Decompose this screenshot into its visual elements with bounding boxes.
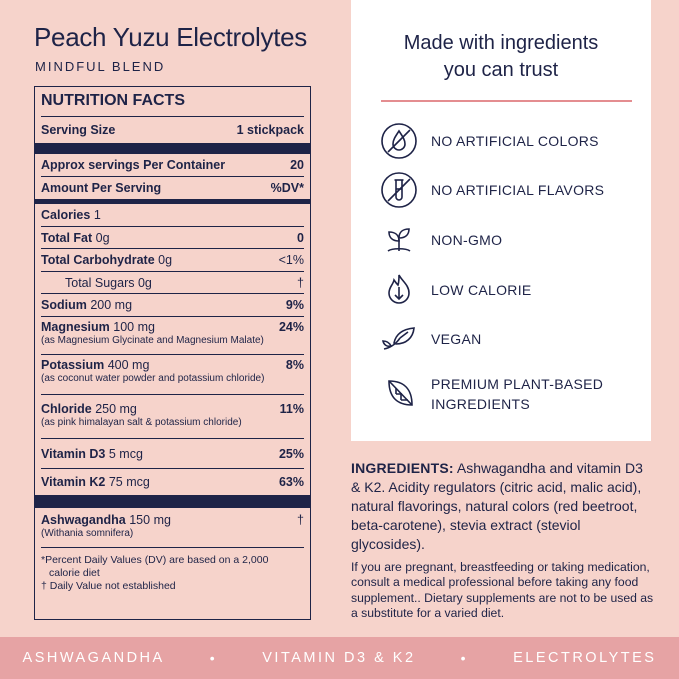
nutrition-facts-title: NUTRITION FACTS	[41, 87, 304, 117]
claim-plant-based	[379, 374, 639, 414]
trust-heading: Made with ingredients you can trust	[403, 32, 599, 81]
claim-low-calorie	[379, 270, 639, 310]
claim-non-gmo	[379, 220, 639, 260]
nutrient-row-potassium: Potassium 400 mg (as coconut water powder and potassium chloride) 8%	[41, 355, 304, 395]
nutrient-row-sodium: Sodium 200 mg 9%	[41, 294, 304, 317]
flame-down-icon	[379, 270, 419, 310]
claim-label: NO ARTIFICIAL FLAVORS	[431, 182, 605, 198]
product-subtitle: MINDFUL BLEND	[35, 59, 166, 74]
footnote-dagger: † Daily Value not established	[41, 580, 176, 592]
band-item-ashwagandha: ASHWAGANDHA	[22, 650, 165, 666]
nutrient-row-total-sugars: Total Sugars 0g †	[41, 272, 304, 294]
no-drop-icon	[379, 121, 419, 161]
amount-row	[41, 177, 304, 199]
bottom-band	[0, 637, 679, 679]
sprout-icon	[379, 220, 419, 260]
claim-label: VEGAN	[431, 331, 482, 347]
footnote-dv: *Percent Daily Values (DV) are based on a 2,000	[41, 554, 269, 566]
nutrient-row-chloride: Chloride 250 mg (as pink himalayan salt & potassium chloride) 11%	[41, 395, 304, 439]
divider-thick	[35, 143, 310, 154]
band-item-vitamins: VITAMIN D3 & K2	[262, 650, 416, 666]
calories-row	[41, 204, 304, 227]
claim-vegan	[379, 319, 639, 359]
nutrient-row-total-fat: Total Fat 0g 0	[41, 227, 304, 249]
serving-size-row	[41, 117, 304, 143]
nutrition-footnotes	[41, 548, 304, 593]
claim-label: NON-GMO	[431, 232, 503, 248]
nutrient-row-ashwagandha: Ashwagandha 150 mg (Withania somnifera) †	[41, 508, 304, 548]
serving-size-label: Serving Size	[41, 123, 116, 137]
leaf-outline-icon	[379, 374, 419, 414]
ingredients-text: Ashwagandha and vitamin D3 & K2. Acidity regulators (citric acid, malic acid), natural flavorings, natural colors (red beetroot, beta-carotene), stevia extract (steviol glycosides).	[351, 460, 643, 552]
trust-divider	[381, 100, 632, 102]
claim-label: PREMIUM PLANT-BASED INGREDIENTS	[431, 376, 604, 412]
band-item-electrolytes: ELECTROLYTES	[513, 650, 657, 666]
trust-card	[351, 0, 651, 441]
calories-text: Calories 1	[41, 208, 101, 222]
claim-label: LOW CALORIE	[431, 282, 532, 298]
nutrition-facts-panel	[34, 86, 311, 620]
nutrient-row-total-carbohydrate: Total Carbohydrate 0g <1%	[41, 249, 304, 272]
servings-row	[41, 154, 304, 177]
band-separator: •	[460, 650, 469, 666]
leaf-icon	[379, 319, 419, 359]
claim-no-artificial-flavors	[379, 170, 639, 210]
nutrient-row-vitamin-k2: Vitamin K2 75 mcg 63%	[41, 475, 304, 489]
band-separator: •	[209, 650, 218, 666]
claim-no-artificial-colors	[379, 121, 639, 161]
ingredients-heading: INGREDIENTS:	[351, 460, 454, 476]
footnote-dv-cont: calorie diet	[49, 567, 100, 579]
claim-label: NO ARTIFICIAL COLORS	[431, 133, 599, 149]
nutrient-row-magnesium: Magnesium 100 mg (as Magnesium Glycinate and Magnesium Malate) 24%	[41, 317, 304, 355]
servings-value: 20	[290, 158, 304, 172]
no-test-tube-icon	[379, 170, 419, 210]
ingredients-block	[351, 459, 651, 554]
product-title: Peach Yuzu Electrolytes	[34, 22, 308, 52]
nutrient-row-vitamin-d3: Vitamin D3 5 mcg 25%	[41, 439, 304, 469]
servings-label: Approx servings Per Container	[41, 158, 226, 172]
serving-size-value: 1 stickpack	[236, 123, 304, 137]
divider-thick-2	[35, 495, 310, 508]
amount-dv: %DV*	[270, 181, 304, 195]
warning-text: If you are pregnant, breastfeeding or taking medication, consult a medical professional before taking any food supplement.. Dietary supplements are not to be used as a substitute for a varied diet.	[351, 560, 654, 620]
amount-label: Amount Per Serving	[41, 181, 162, 195]
